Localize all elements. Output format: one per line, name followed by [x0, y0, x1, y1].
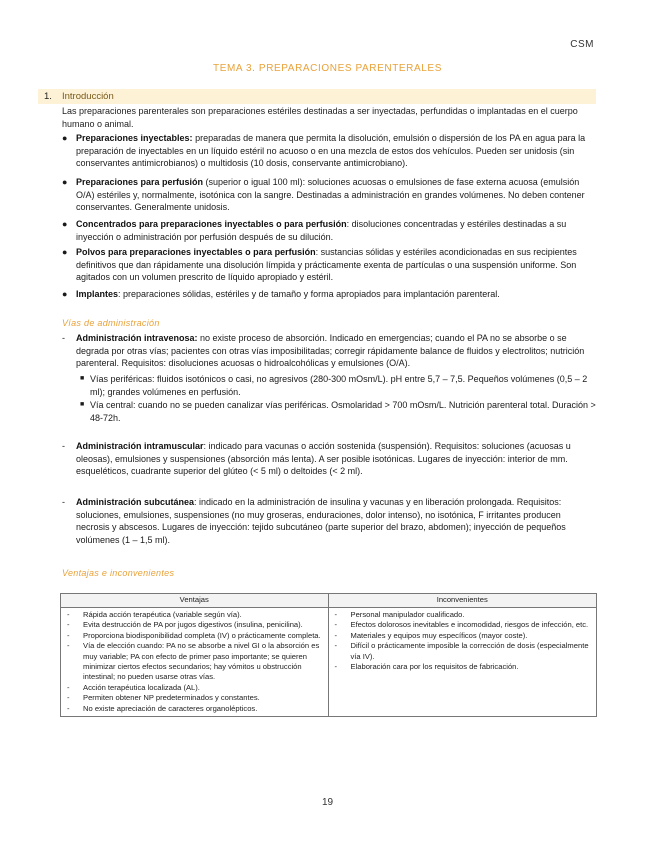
item-description: preparadas de manera que permita la disolución, emulsión o dispersión de los PA en agua para la preparación de inyectables en un líquido estéril no acuoso o en una mezcla de estos dos vehículos. Pueden ser unidosis (sin conservantes antimicrobianos) o multidosis (10 dosis, conservante antimicrobiano). [76, 133, 586, 169]
list-item: - Vía de elección cuando: PA no se absorbe a nivel GI o la absorción es muy variable; PA con efecto de primer paso importante; se quieren minimizar ciertos efectos secundarios; hay vómitos u obstrucción intestinal; no pueden usarse otras vías. [67, 641, 320, 682]
square-bullet: ■ [80, 401, 85, 408]
route-term: Administración intravenosa: [76, 333, 198, 343]
route-description: no existe proceso de absorción. Indicado en emergencias; cuando el PA no se absorbe o se degrada por otras vías; pacientes con otras vías imposibilitadas; corregir rápidamente balance de fluidos y electrolitos; nutrición parenteral. Requisitos: disoluciones acuosas o hidroalcohólicas y emulsiones (O/A). [76, 333, 585, 369]
subitem-central [80, 399, 596, 424]
subitem-text: Vía central: cuando no se pueden canalizar vías periféricas. Osmolaridad > 700 mOsm/L. Nutrición parenteral total. Duración > 48-72h. [90, 400, 596, 423]
section-heading-bar [38, 89, 596, 104]
list-item: - Difícil o prácticamente imposible la corrección de dosis (especialmente vía IV). [334, 641, 589, 661]
item-term: Polvos para preparaciones inyectables o para perfusión [76, 247, 316, 257]
list-item-implants [62, 288, 596, 301]
cons-cell [328, 608, 597, 717]
route-intravenous [62, 332, 596, 370]
item-description: : sustancias sólidas y estériles acondicionadas en sus recipientes definitivos que dan rápidamente una disolución límpida y prácticamente exenta de partículas o una suspensión uniforme. Son agitados con un volumen prescrito de líquido apropiado y estéril. [76, 247, 577, 283]
square-bullet: ■ [80, 375, 85, 382]
list-item: - Materiales y equipos muy específicos (mayor coste). [334, 630, 528, 640]
item-term: Preparaciones para perfusión [76, 177, 204, 187]
item-description: : preparaciones sólidas, estériles y de tamaño y forma apropiados para implantación parenteral. [118, 289, 500, 299]
bullet-dot: ● [62, 219, 68, 229]
list-item: - No existe apreciación de caracteres organolépticos. [67, 703, 258, 713]
list-item: - Evita destrucción de PA por jugos digestivos (insulina, penicilina). [67, 620, 303, 630]
item-term: Implantes [76, 289, 119, 299]
item-term: Concentrados para preparaciones inyectables o para perfusión [76, 219, 347, 229]
subitem-peripheral [80, 373, 596, 398]
column-header-pros: Ventajas [61, 594, 329, 608]
document-title: TEMA 3. PREPARACIONES PARENTERALES [213, 63, 442, 74]
list-item: - Efectos dolorosos inevitables e incomodidad, riesgos de infección, etc. [334, 620, 589, 630]
author-initials: CSM [570, 39, 594, 50]
list-item: - Rápida acción terapéutica (variable según vía). [67, 610, 242, 619]
route-intramuscular [62, 440, 596, 478]
dash-bullet: - [62, 333, 65, 343]
pros-cell [61, 608, 329, 717]
list-item-powders [62, 246, 596, 284]
bullet-dot: ● [62, 289, 68, 299]
route-description: : indicado para vacunas o acción sostenida (suspensión). Requisitos: soluciones (acuosas u oleosas), emulsiones y suspensiones (absorción más lenta). A ser posible isotónicas. Lugares de inyección: interior de mm. esqueléticos, cuadrante superior del glúteo (< 5 ml) o deltoides (< 2 ml). [76, 441, 571, 477]
list-item: - Elaboración cara por los requisitos de fabricación. [334, 662, 519, 672]
list-item: - Personal manipulador cualificado. [334, 610, 465, 619]
list-item: - Permiten obtener NP predeterminados y constantes. [67, 693, 260, 703]
route-subcutaneous [62, 496, 596, 546]
bullet-dot: ● [62, 177, 68, 187]
route-term: Administración subcutánea [76, 497, 195, 507]
intro-paragraph: Las preparaciones parenterales son preparaciones estériles destinadas a ser inyectadas, perfundidas o implantadas en el cuerpo humano o animal. [62, 106, 578, 129]
section-title: Introducción [62, 91, 114, 102]
subitem-text: Vías periféricas: fluidos isotónicos o casi, no agresivos (280-300 mOsm/L). pH entre 5,7 – 7,5. Pequeños volúmenes (0,5 – 2 ml); grandes volúmenes en perfusión. [90, 374, 588, 397]
pros-cons-table [60, 593, 597, 717]
dash-bullet: - [62, 497, 65, 507]
bullet-dot: ● [62, 247, 68, 257]
dash-bullet: - [62, 441, 65, 451]
pros-cons-heading: Ventajas e inconvenientes [62, 568, 175, 578]
item-term: Preparaciones inyectables: [76, 133, 193, 143]
item-description: : disoluciones concentradas y estériles destinadas a su inyección o administración por perfusión después de su dilución. [76, 219, 567, 242]
list-item: - Proporciona biodisponibilidad completa (IV) o prácticamente completa. [67, 630, 321, 640]
item-description: (superior o igual 100 ml): soluciones acuosas o emulsiones de fase externa acuosa (emulsión O/A) estériles y, normalmente, isotónica con la sangre. Destinadas a administración en grandes volúmenes. No deben contener conservantes. Generalmente unidosis. [76, 177, 585, 213]
list-item-injectables [62, 132, 596, 170]
column-header-cons: Inconvenientes [328, 594, 597, 608]
list-item: - Acción terapéutica localizada (AL). [67, 682, 200, 692]
route-description: : indicado en la administración de insulina y vacunas y en liberación prolongada. Requisitos: soluciones, emulsiones, suspensiones (no muy groseras, enduraciones, dolor intenso), no isotónica, F irritantes producen necrosis y abscesos. Lugares de inyección: tejido subcutáneo (parte superior del brazo, abdomen); inyección de pequeños volúmenes (1 – 1,5 ml). [76, 497, 566, 545]
list-item-concentrates [62, 218, 596, 243]
route-term: Administración intramuscular [76, 441, 204, 451]
page-number: 19 [321, 797, 334, 808]
list-item-perfusion [62, 176, 596, 214]
routes-heading: Vías de administración [62, 318, 160, 328]
section-number: 1. [44, 91, 52, 102]
bullet-dot: ● [62, 133, 68, 143]
